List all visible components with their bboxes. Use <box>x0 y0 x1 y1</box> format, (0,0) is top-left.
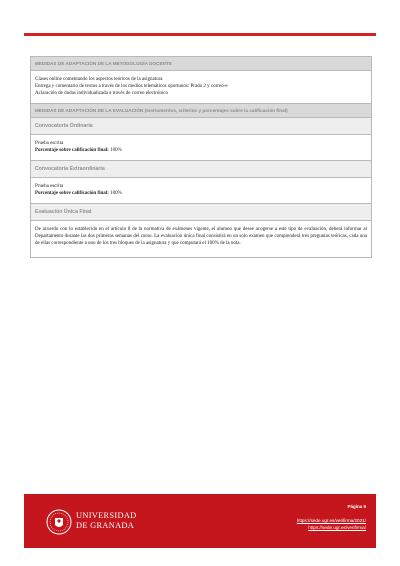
university-name-line1: UNIVERSIDAD <box>76 511 137 520</box>
unica-paragraph: De acuerdo con lo establecido en el artículo 8 de la normativa de exámenes vigente, el alumno que desee acogerse a este tipo de evaluación, deberá informar al Departamento durante las dos primeras semanas del curso. La evaluación única final consistirá en un solo examen que comprenderá tres preguntas teóricas, cada una de ellas correspondiente a uno de los tres bloques de la asignatura y que computará el 100% de la nota. <box>35 227 367 246</box>
metodologia-line: Entrega y comentario de textos a través de los medios telemáticos oportunos: Prado 2 y correo-e <box>35 84 228 89</box>
metodologia-content <box>31 71 371 104</box>
metodologia-line: Aclaración de dudas individualizada a través de correo electrónico <box>35 91 168 96</box>
ordinaria-content <box>31 135 371 161</box>
unica-content <box>31 221 371 258</box>
verification-code <box>297 517 366 531</box>
ordinaria-pct-label: Porcentaje sobre calificación final: <box>35 148 109 153</box>
metodologia-line: Clases online comentando los aspectos teóricos de la asignatura <box>35 77 163 82</box>
ordinaria-item: Prueba escrita <box>35 141 64 146</box>
extraordinaria-percentage <box>35 190 367 197</box>
extraordinaria-pct-label: Porcentaje sobre calificación final: <box>35 191 109 196</box>
extraordinaria-item: Prueba escrita <box>35 184 64 189</box>
verification-link-2[interactable]: https://sede.ugr.es/verifirma/ <box>308 525 366 530</box>
footer-bar <box>24 494 376 548</box>
top-red-rule <box>24 33 376 36</box>
section-header-evaluacion: MEDIDAS DE ADAPTACIÓN DE LA EVALUACIÓN (Instrumentos, criterios y porcentajes sobre la calificación final) <box>31 104 371 118</box>
section-header-metodologia: MEDIDAS DE ADAPTACIÓN DE LA METODOLOGÍA DOCENTE <box>31 57 371 71</box>
extraordinaria-content <box>31 178 371 204</box>
university-crest-icon <box>46 509 72 535</box>
subheader-unica: Evaluación Única Final <box>31 204 371 221</box>
university-name <box>76 511 137 530</box>
ordinaria-pct-value: 100% <box>110 148 122 153</box>
university-name-line2: DE GRANADA <box>76 520 135 530</box>
subheader-ordinaria: Convocatoria Ordinaria <box>31 118 371 135</box>
verification-link-1[interactable]: https://sede.ugr.es/verifirma/2021/ <box>296 518 366 523</box>
page-number: Página 9 <box>347 504 366 509</box>
ordinaria-percentage <box>35 147 367 154</box>
extraordinaria-pct-value: 100% <box>110 191 122 196</box>
guide-document <box>30 56 372 258</box>
subheader-extraordinaria: Convocatoria Extraordinaria <box>31 161 371 178</box>
